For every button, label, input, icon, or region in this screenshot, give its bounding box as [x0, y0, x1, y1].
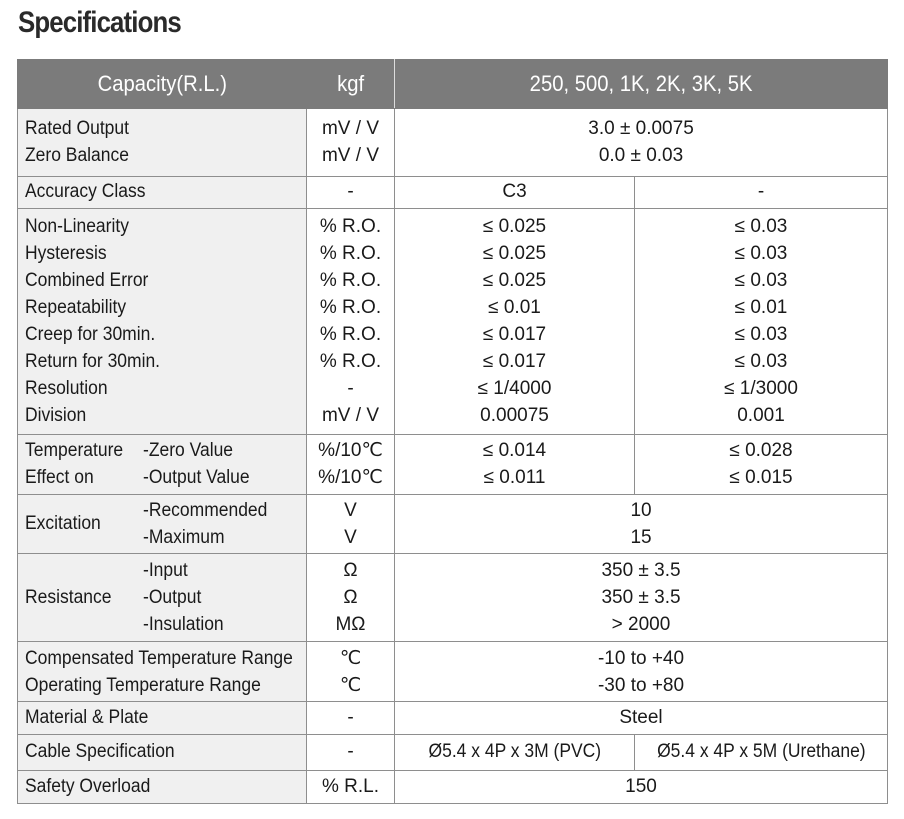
row-label-excitation: Excitation	[18, 494, 140, 554]
row-value-temperature-other: ≤ 0.028 ≤ 0.015	[635, 435, 888, 495]
row-value-temperature-c3: ≤ 0.014 ≤ 0.011	[395, 435, 635, 495]
header-unit: kgf	[307, 60, 395, 109]
row-label-cable: Cable Specification	[18, 735, 307, 770]
row-value-excitation: 10 15	[395, 494, 888, 554]
row-value-resistance: 350 ± 3.5 350 ± 3.5 > 2000	[395, 554, 888, 642]
row-unit-temperature-effect: %/10℃ %/10℃	[307, 435, 395, 495]
row-value-linearity-c3: ≤ 0.025 ≤ 0.025 ≤ 0.025 ≤ 0.01 ≤ 0.017 ≤ 0.017 ≤ 1/4000 0.00075	[395, 208, 635, 434]
row-value-accuracy-other: -	[635, 177, 888, 208]
row-value-temperature-range: -10 to +40 -30 to +80	[395, 642, 888, 702]
row-unit-overload: % R.L.	[307, 770, 395, 803]
row-label-linearity: Non-Linearity Hysteresis Combined Error Repeatability Creep for 30min. Return for 30min. Resolution Division	[18, 208, 307, 434]
row-label-temperature-range: Compensated Temperature Range Operating Temperature Range	[18, 642, 307, 702]
table-row-temperature-effect	[18, 435, 888, 495]
header-capacity-values: 250, 500, 1K, 2K, 3K, 5K	[395, 60, 888, 109]
page-title: Specifications	[18, 6, 181, 39]
row-value-material: Steel	[395, 701, 888, 734]
table-header-row	[18, 60, 888, 109]
table-row-output	[18, 108, 888, 177]
row-value-cable-other: Ø5.4 x 4P x 5M (Urethane)	[635, 735, 888, 770]
row-label-temperature-effect: Temperature Effect on	[18, 435, 140, 495]
row-unit-linearity: % R.O. % R.O. % R.O. % R.O. % R.O. % R.O. - mV / V	[307, 208, 395, 434]
table-row-accuracy	[18, 177, 888, 208]
row-unit-output: mV / V mV / V	[307, 108, 395, 177]
table-row-temperature-range	[18, 642, 888, 702]
row-sublabel-excitation: -Recommended -Maximum	[140, 494, 307, 554]
row-sublabel-resistance: -Input -Output -Insulation	[140, 554, 307, 642]
table-row-linearity	[18, 208, 888, 434]
row-label-accuracy: Accuracy Class	[18, 177, 307, 208]
row-label-material: Material & Plate	[18, 701, 307, 734]
table-row-overload	[18, 770, 888, 803]
table-row-material	[18, 701, 888, 734]
row-value-overload: 150	[395, 770, 888, 803]
row-unit-resistance: Ω Ω MΩ	[307, 554, 395, 642]
row-label-resistance: Resistance	[18, 554, 140, 642]
row-value-output: 3.0 ± 0.0075 0.0 ± 0.03	[395, 108, 888, 177]
table-row-cable	[18, 735, 888, 770]
row-unit-accuracy: -	[307, 177, 395, 208]
row-unit-material: -	[307, 701, 395, 734]
row-unit-temperature-range: ℃ ℃	[307, 642, 395, 702]
table-row-resistance	[18, 554, 888, 642]
table-row-excitation	[18, 494, 888, 554]
row-label-output: Rated Output Zero Balance	[18, 108, 307, 177]
row-value-linearity-other: ≤ 0.03 ≤ 0.03 ≤ 0.03 ≤ 0.01 ≤ 0.03 ≤ 0.03 ≤ 1/3000 0.001	[635, 208, 888, 434]
row-label-overload: Safety Overload	[18, 770, 307, 803]
row-value-cable-c3: Ø5.4 x 4P x 3M (PVC)	[395, 735, 635, 770]
header-capacity: Capacity(R.L.)	[18, 60, 307, 109]
row-unit-excitation: V V	[307, 494, 395, 554]
row-value-accuracy-c3: C3	[395, 177, 635, 208]
row-unit-cable: -	[307, 735, 395, 770]
specifications-table	[17, 59, 888, 804]
row-sublabel-temperature-effect: -Zero Value -Output Value	[140, 435, 307, 495]
